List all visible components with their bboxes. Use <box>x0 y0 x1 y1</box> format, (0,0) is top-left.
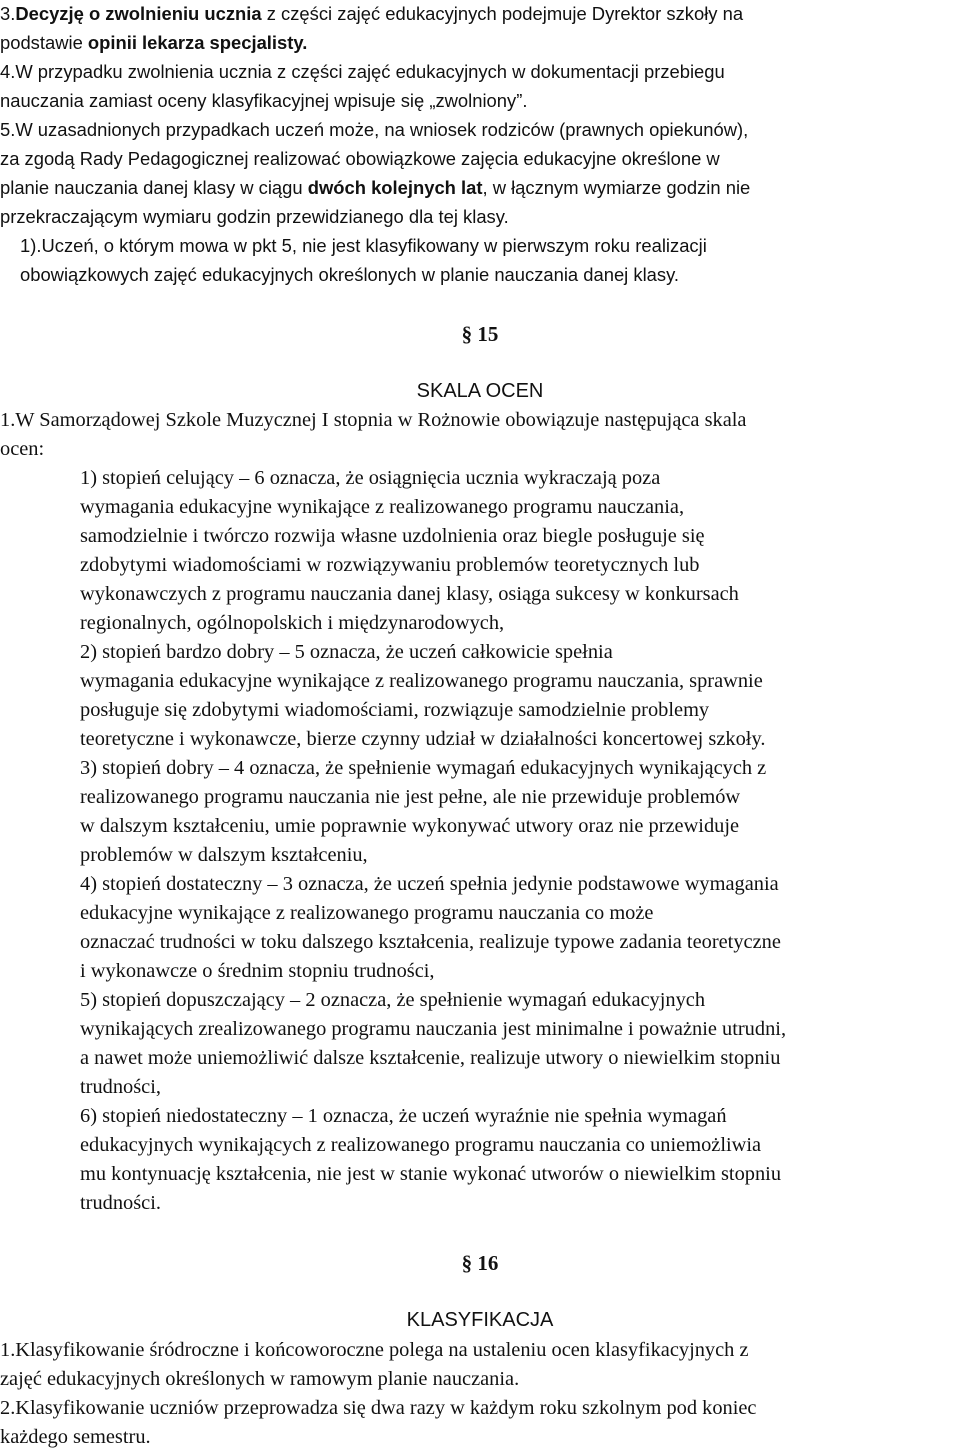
grade-line: oznaczać trudności w toku dalszego kształcenia, realizuje typowe zadania teoretyczne <box>80 931 781 953</box>
classification-line: zajęć edukacyjnych określonych w ramowym planie nauczania. <box>0 1368 520 1390</box>
classification-line: 2.Klasyfikowanie uczniów przeprowadza się dwa razy w każdym roku szkolnym pod koniec <box>0 1397 757 1419</box>
bold-text: opinii lekarza specjalisty. <box>87 32 308 53</box>
grade-line: 3) stopień dobry – 4 oznacza, że spełnienie wymagań edukacyjnych wynikających z <box>80 757 767 779</box>
text: planie nauczania danej klasy w ciągu <box>0 177 308 198</box>
text: podstawie <box>0 32 88 53</box>
bold-text: Decyzję o zwolnieniu ucznia <box>15 3 262 24</box>
grade-line: 2) stopień bardzo dobry – 5 oznacza, że uczeń całkowicie spełnia <box>80 641 613 663</box>
text: 3. <box>0 3 16 24</box>
grade-line: 6) stopień niedostateczny – 1 oznacza, że uczeń wyraźnie nie spełnia wymagań <box>80 1105 727 1127</box>
section-title-skala-ocen: SKALA OCEN <box>416 380 544 402</box>
point-5-line-1: 5.W uzasadnionych przypadkach uczeń może, na wniosek rodziców (prawnych opiekunów), <box>0 119 749 140</box>
grade-line: regionalnych, ogólnopolskich i międzynarodowych, <box>80 612 505 634</box>
grade-line: wymagania edukacyjne wynikające z realizowanego programu nauczania, sprawnie <box>80 670 763 692</box>
grade-line: wynikających zrealizowanego programu nauczania jest minimalne i poważnie utrudni, <box>80 1018 787 1040</box>
classification-line: 1.Klasyfikowanie śródroczne i końcoworoczne polega na ustaleniu ocen klasyfikacyjnych z <box>0 1339 749 1361</box>
grade-line: problemów w dalszym kształceniu, <box>80 844 368 866</box>
grade-line: mu kontynuację kształcenia, nie jest w stanie wykonać utworów o niewielkim stopniu <box>80 1163 782 1185</box>
text: z części zajęć edukacyjnych podejmuje Dyrektor szkoły na <box>261 3 744 24</box>
grade-line: wykonawczych z programu nauczania danej klasy, osiąga sukcesy w konkursach <box>80 583 739 605</box>
grade-line: samodzielnie i twórczo rozwija własne uzdolnienia oraz biegle posługuje się <box>80 525 705 547</box>
paragraph-number-16: § 16 <box>461 1251 499 1275</box>
section-title-klasyfikacja: KLASYFIKACJA <box>406 1309 554 1331</box>
grade-line: w dalszym kształceniu, umie poprawnie wykonywać utwory oraz nie przewiduje <box>80 815 740 837</box>
text: , w łącznym wymiarze godzin nie <box>482 177 751 198</box>
grade-line: edukacyjnych wynikających z realizowanego programu nauczania co uniemożliwia <box>80 1134 762 1156</box>
classification-line: każdego semestru. <box>0 1426 151 1448</box>
grade-line: 1) stopień celujący – 6 oznacza, że osiągnięcia ucznia wykraczają poza <box>80 467 661 489</box>
point-5-line-4: przekraczającym wymiaru godzin przewidzianego dla tej klasy. <box>0 206 509 227</box>
point-4-line-1: 4.W przypadku zwolnienia ucznia z części zajęć edukacyjnych w dokumentacji przebiegu <box>0 61 725 82</box>
point-5-1-line-2: obowiązkowych zajęć edukacyjnych określonych w planie nauczania danej klasy. <box>20 264 680 285</box>
point-3-line-1 <box>0 2 743 26</box>
point-4-line-2: nauczania zamiast oceny klasyfikacyjnej wpisuje się „zwolniony”. <box>0 90 528 111</box>
grade-line: trudności. <box>80 1192 161 1214</box>
point-5-1-line-1: 1).Uczeń, o którym mowa w pkt 5, nie jest klasyfikowany w pierwszym roku realizacji <box>20 235 707 256</box>
grade-line: 5) stopień dopuszczający – 2 oznacza, że spełnienie wymagań edukacyjnych <box>80 989 706 1011</box>
grade-line: wymagania edukacyjne wynikające z realizowanego programu nauczania, <box>80 496 685 518</box>
point-5-line-2: za zgodą Rady Pedagogicznej realizować obowiązkowe zajęcia edukacyjne określone w <box>0 148 720 169</box>
paragraph-number-15: § 15 <box>461 322 499 346</box>
point-5-line-3 <box>0 176 750 200</box>
point-3-line-2 <box>0 31 307 55</box>
scale-intro-line-1: 1.W Samorządowej Szkole Muzycznej I stopnia w Rożnowie obowiązuje następująca skala <box>0 409 747 431</box>
grade-line: edukacyjne wynikające z realizowanego programu nauczania co może <box>80 902 654 924</box>
grade-line: realizowanego programu nauczania nie jest pełne, ale nie przewiduje problemów <box>80 786 741 808</box>
grade-line: posługuje się zdobytymi wiadomościami, rozwiązuje samodzielnie problemy <box>80 699 710 721</box>
grade-line: teoretyczne i wykonawcze, bierze czynny udział w działalności koncertowej szkoły. <box>80 728 766 750</box>
grade-line: i wykonawcze o średnim stopniu trudności, <box>80 960 435 982</box>
bold-text: dwóch kolejnych lat <box>307 177 483 198</box>
grade-line: trudności, <box>80 1076 161 1098</box>
grade-line: 4) stopień dostateczny – 3 oznacza, że uczeń spełnia jedynie podstawowe wymagania <box>80 873 779 895</box>
grade-line: zdobytymi wiadomościami w rozwiązywaniu problemów teoretycznych lub <box>80 554 700 576</box>
grade-line: a nawet może uniemożliwić dalsze kształcenie, realizuje utwory o niewielkim stopniu <box>80 1047 781 1069</box>
scale-intro-line-2: ocen: <box>0 438 45 460</box>
